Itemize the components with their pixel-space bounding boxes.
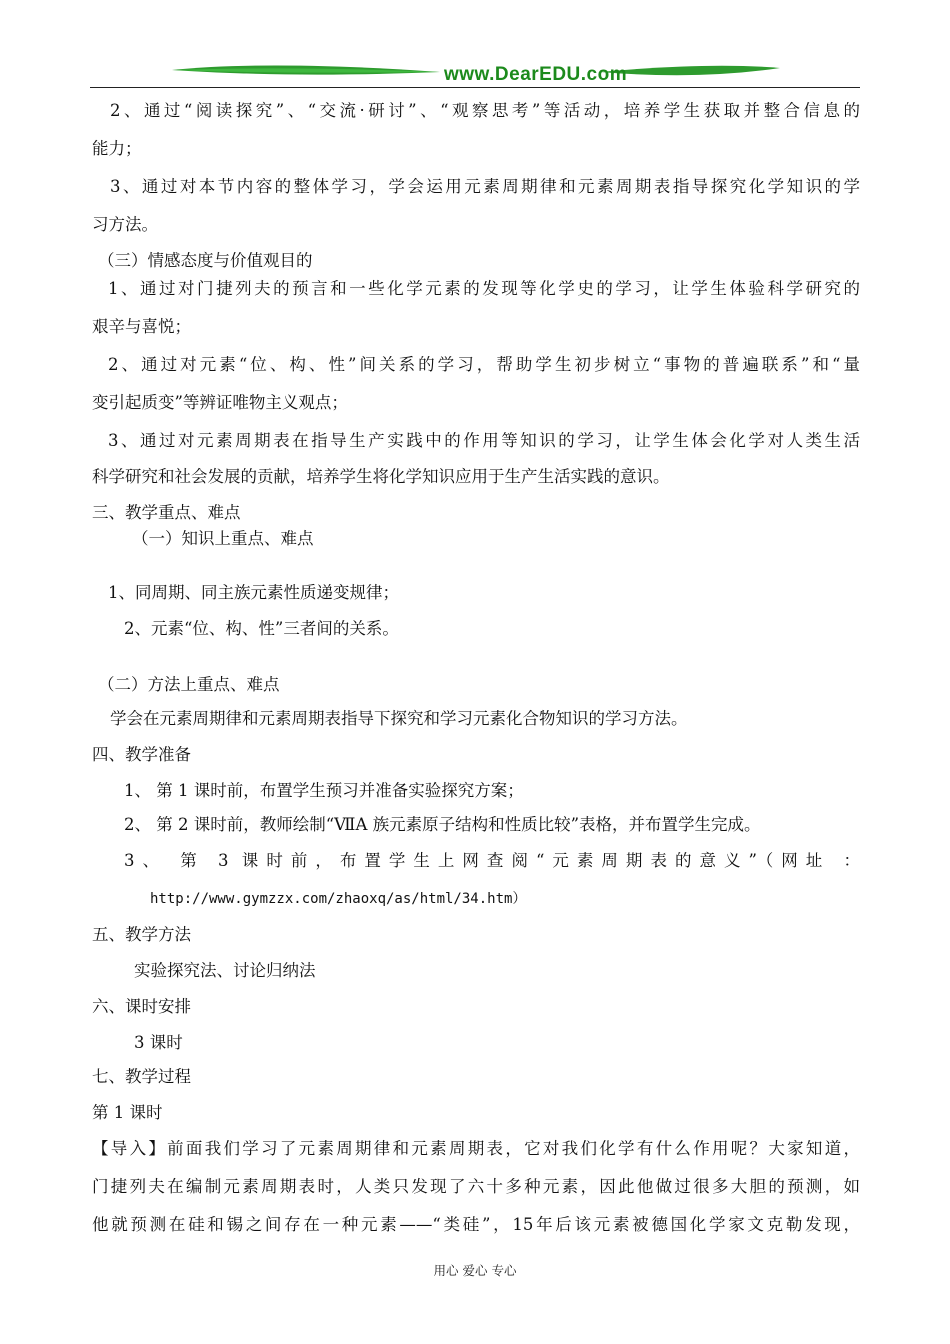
section-heading: 五、教学方法 [92,925,191,944]
paragraph-line: 2、通过对元素“位、构、性”间关系的学习，帮助学生初步树立“事物的普遍联系”和“量 [108,355,860,374]
paragraph-line: 变引起质变”等辨证唯物主义观点； [92,393,348,412]
paragraph-line: 他就预测在硅和锡之间存在一种元素——“类硅”，15年后该元素被德国化学家文克勒发现， [92,1215,860,1234]
paragraph-line: 2、元素“位、构、性”三者间的关系。 [124,619,399,638]
paragraph-line: 实验探究法、讨论归纳法 [134,961,316,980]
section-heading: 七、教学过程 [92,1067,191,1086]
paragraph-line: 【导入】前面我们学习了元素周期律和元素周期表，它对我们化学有什么作用呢？大家知道， [92,1139,860,1158]
section-heading: 六、课时安排 [92,997,191,1016]
url-text: http://www.gymzzx.com/zhaoxq/as/html/34.htm） [150,891,527,907]
paragraph-line: 3 课时 [134,1033,183,1052]
section-heading: 三、教学重点、难点 [92,503,241,522]
paragraph-line: 1、通过对门捷列夫的预言和一些化学元素的发现等化学史的学习，让学生体验科学研究的 [108,279,860,298]
section-heading: 四、教学准备 [92,745,191,764]
section-heading: （三）情感态度与价值观目的 [98,251,313,270]
logo-text: www.DearEDU.com [444,64,628,85]
subsection-heading: （二）方法上重点、难点 [98,675,280,694]
paragraph-line: 习方法。 [92,215,158,234]
paragraph-line: 门捷列夫在编制元素周期表时，人类只发现了六十多种元素，因此他做过很多大胆的预测，如 [92,1177,860,1196]
list-item: 2、 第 2 课时前，教师绘制“ⅦA 族元素原子结构和性质比较”表格，并布置学生完成。 [124,815,761,834]
list-item: 3、 第 3 课时前，布置学生上网查阅“元素周期表的意义”（网址 ： [124,851,860,870]
subsection-heading: （一）知识上重点、难点 [132,529,314,548]
paragraph-line: 1、同周期、同主族元素性质递变规律； [108,583,399,602]
header-rule [90,87,860,88]
paragraph-line: 艰辛与喜悦； [92,317,191,336]
lesson-heading: 第 1 课时 [92,1103,163,1122]
page-footer: 用心 爱心 专心 [433,1263,517,1278]
paragraph-line: 3、通过对本节内容的整体学习，学会运用元素周期律和元素周期表指导探究化学知识的学 [110,177,860,196]
paragraph-line: 2、通过“阅读探究”、“交流·研讨”、“观察思考”等活动，培养学生获取并整合信息的 [110,101,860,120]
paragraph-line: 3、通过对元素周期表在指导生产实践中的作用等知识的学习，让学生体会化学对人类生活 [108,431,860,450]
paragraph-line: 科学研究和社会发展的贡献，培养学生将化学知识应用于生产生活实践的意识。 [92,467,670,486]
paragraph-line: 学会在元素周期律和元素周期表指导下探究和学习元素化合物知识的学习方法。 [110,709,688,728]
paragraph-line: 能力； [92,139,142,158]
list-item: 1、 第 1 课时前，布置学生预习并准备实验探究方案； [124,781,524,800]
header-logo [90,56,860,90]
